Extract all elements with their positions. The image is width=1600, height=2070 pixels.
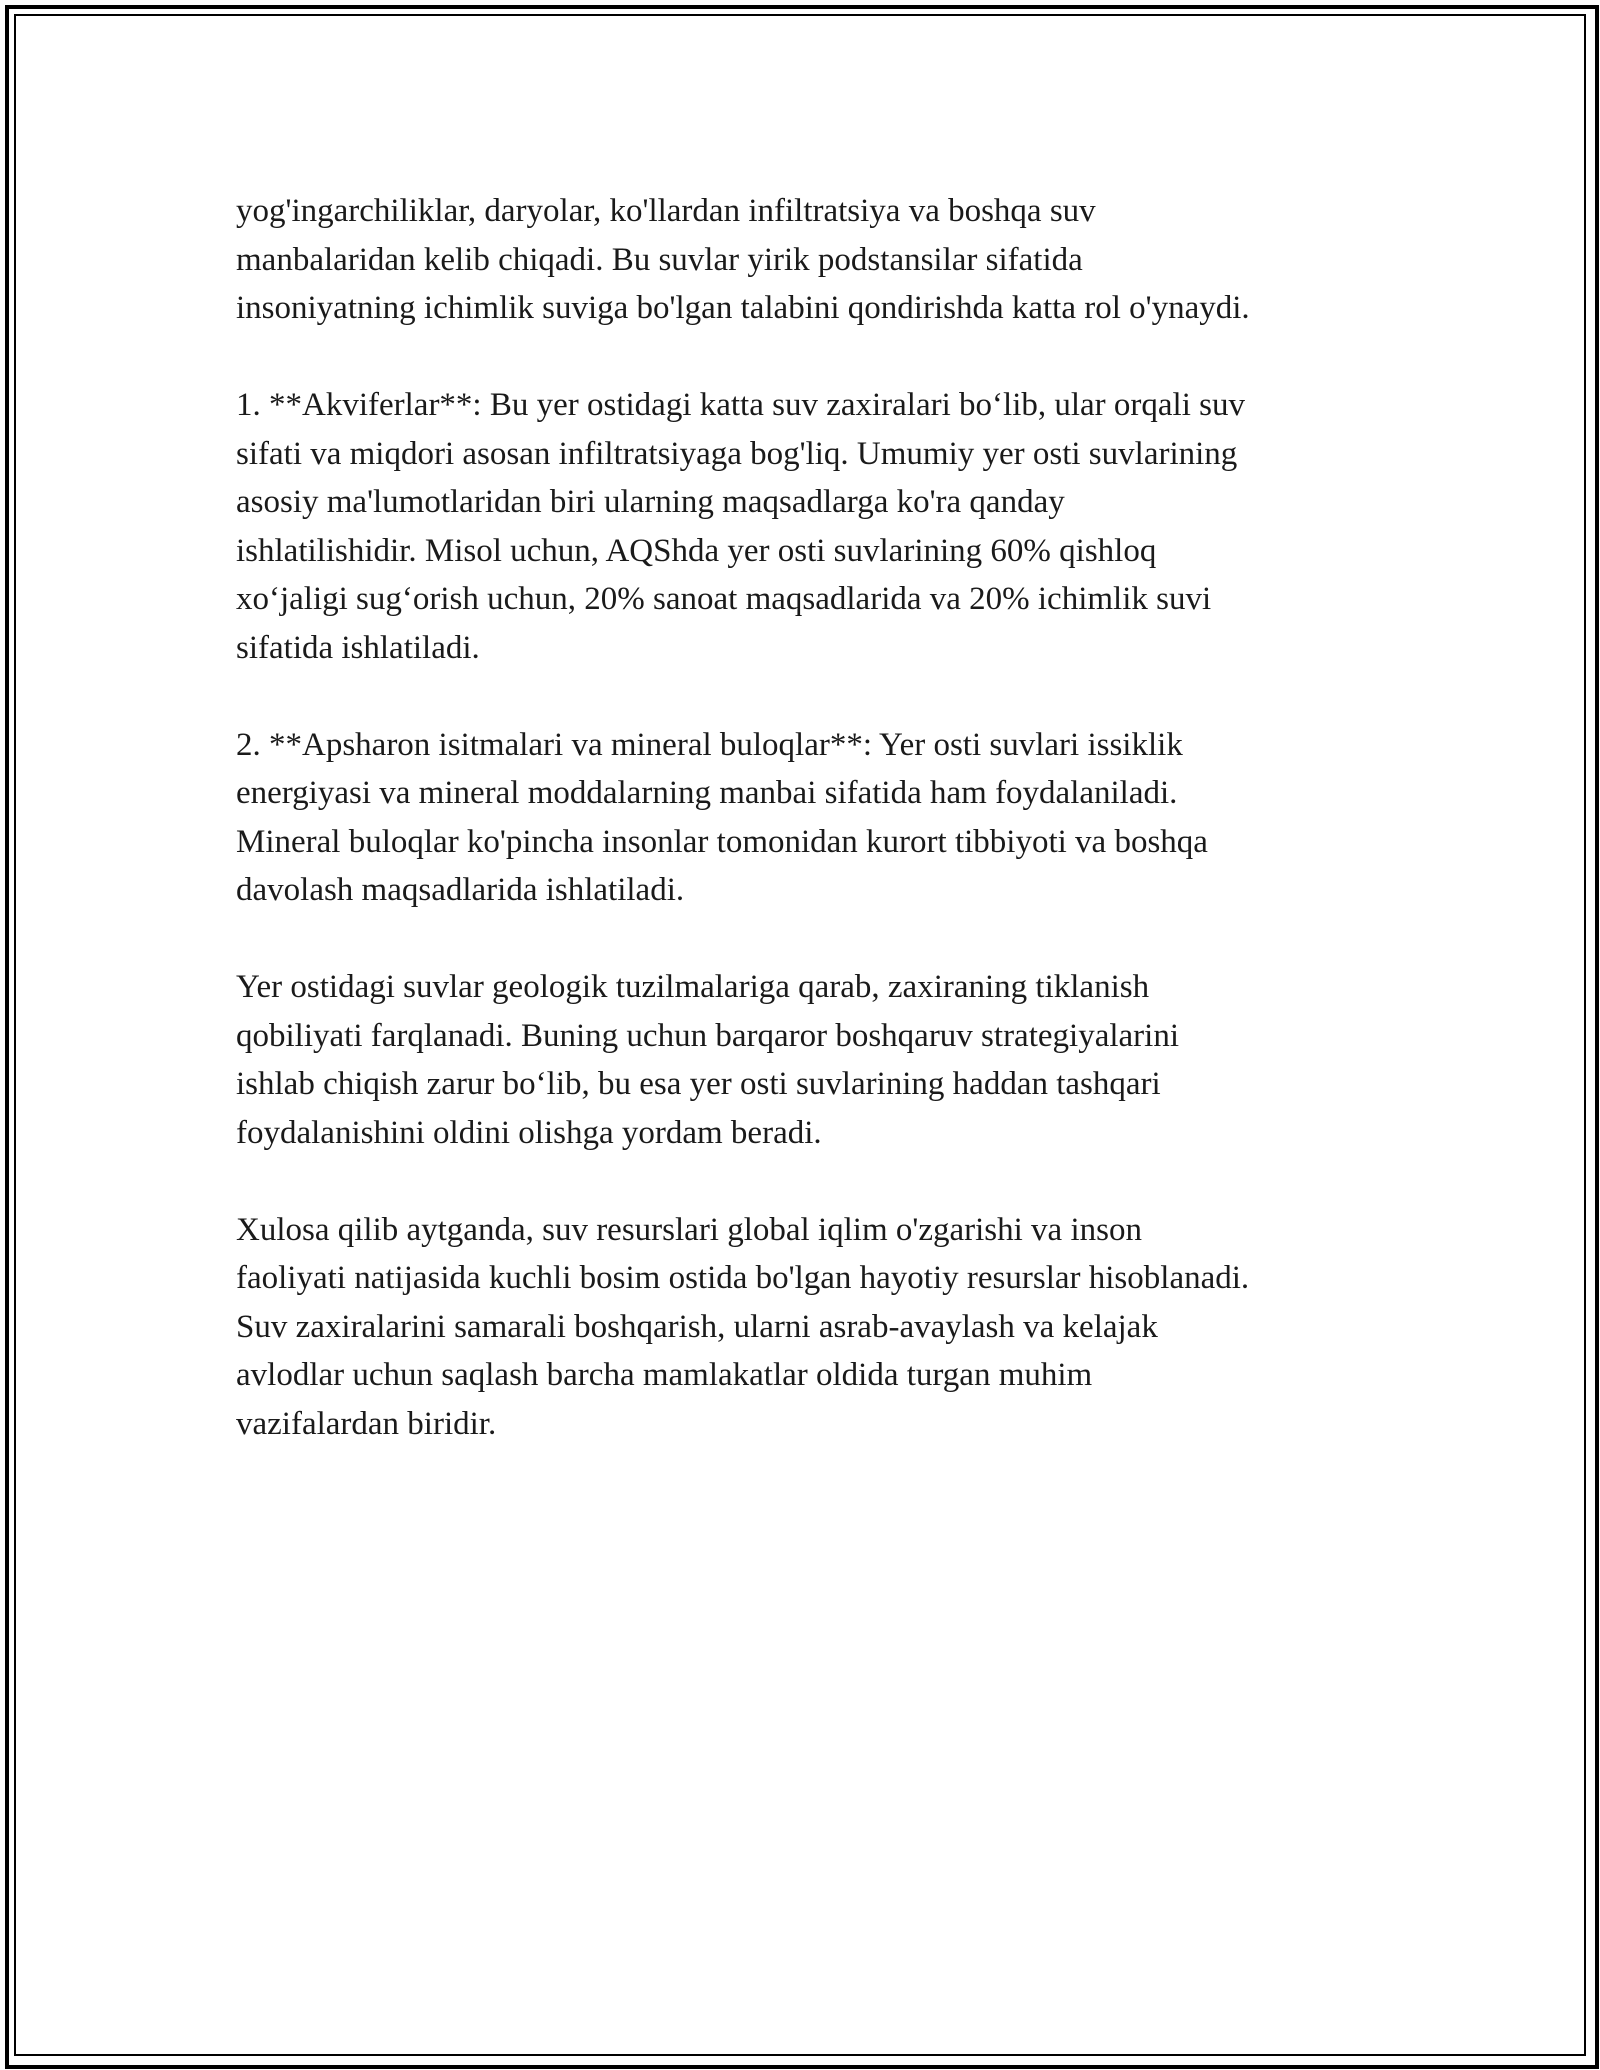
- paragraph-mineral-springs: 2. **Apsharon isitmalari va mineral buloqlar**: Yer osti suvlari issiklik energiyasi va mineral moddalarning manbai sifatida ham foydalaniladi. Mineral buloqlar ko'pincha insonlar tomonidan kurort tibbiyoti va boshqa davolash maqsadlarida ishlatiladi.: [236, 726, 1208, 908]
- paragraph-geology: Yer ostidagi suvlar geologik tuzilmalariga qarab, zaxiraning tiklanish qobiliyati farqlanadi. Buning uchun barqaror boshqaruv strategiyalarini ishlab chiqish zarur bo‘lib, bu esa yer osti suvlarining haddan tashqari foydalanishini oldini olishga yordam beradi.: [236, 969, 1179, 1151]
- document-body: [236, 187, 1376, 1497]
- paragraph-aquifers: 1. **Akviferlar**: Bu yer ostidagi katta suv zaxiralari bo‘lib, ular orqali suv sifati va miqdori asosan infiltratsiyaga bog'liq. Umumiy yer osti suvlarining asosiy ma'lumotlaridan biri ularning maqsadlarga ko'ra qanday ishlatilishidir. Misol uchun, AQShda yer osti suvlarining 60% qishloq xo‘jaligi sug‘orish uchun, 20% sanoat maqsadlarida va 20% ichimlik suvi sifatida ishlatiladi.: [236, 387, 1245, 666]
- paragraph-conclusion: Xulosa qilib aytganda, suv resurslari global iqlim o'zgarishi va inson faoliyati natijasida kuchli bosim ostida bo'lgan hayotiy resurslar hisoblanadi. Suv zaxiralarini samarali boshqarish, ularni asrab-avaylash va kelajak avlodlar uchun saqlash barcha mamlakatlar oldida turgan muhim vazifalardan biridir.: [236, 1211, 1250, 1442]
- paragraph-intro: yog'ingarchiliklar, daryolar, ko'llardan infiltratsiya va boshqa suv manbalaridan kelib chiqadi. Bu suvlar yirik podstansilar sifatida insoniyatning ichimlik suviga bo'lgan talabini qondirishda katta rol o'ynaydi.: [236, 193, 1250, 326]
